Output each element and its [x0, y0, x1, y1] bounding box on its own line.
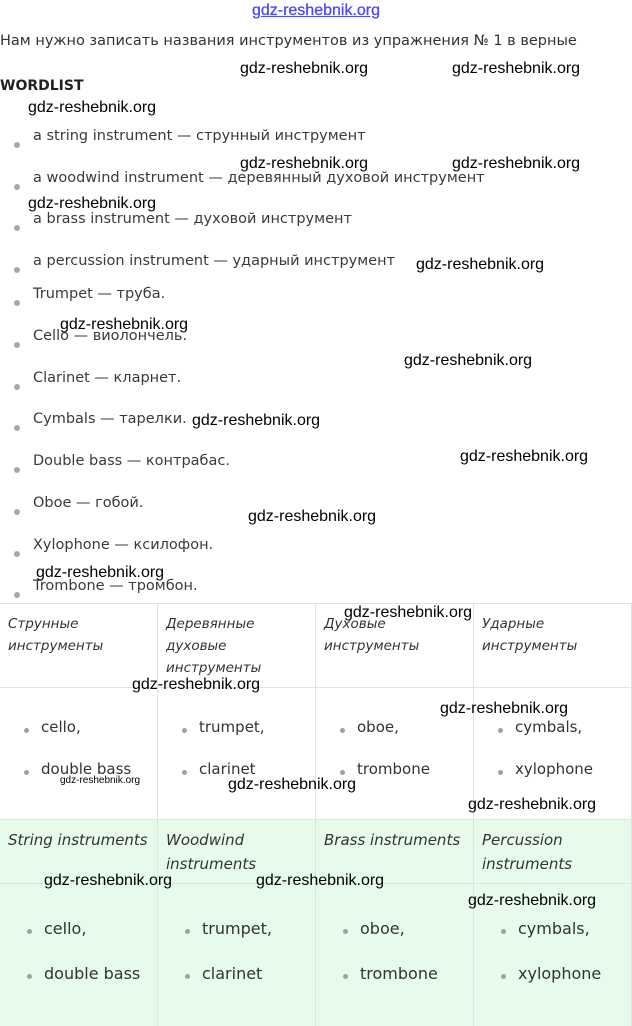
table-header-cell: Струнные инструменты	[8, 616, 104, 654]
wordlist-bullet	[14, 509, 20, 515]
table-header-cell: Brass instruments	[324, 831, 461, 849]
intro-text: Нам нужно записать названия инструментов из упражнения № 1 в верные	[0, 33, 577, 49]
watermark-text: gdz-reshebnik.org	[452, 155, 581, 172]
table-column	[0, 604, 158, 820]
table-cell-bullet	[185, 974, 190, 979]
wordlist-item: Clarinet — кларнет.	[33, 370, 182, 386]
table-cell-item: oboe,	[357, 718, 399, 736]
table-cell-item: double bass	[41, 760, 132, 778]
table-cell-bullet	[27, 929, 32, 934]
table-header-cell: Духовые инструменты	[324, 616, 420, 654]
table-cell-bullet	[340, 770, 345, 775]
watermark-text: gdz-reshebnik.org	[132, 676, 261, 693]
table-cell-item: trumpet,	[199, 718, 265, 736]
table-column	[158, 820, 316, 1026]
table-header-cell: Ударные инструменты	[482, 616, 578, 654]
table-cell-bullet	[24, 728, 29, 733]
table-cell-bullet	[343, 929, 348, 934]
wordlist-item: Xylophone — ксилофон.	[33, 537, 214, 553]
table-cell-item: cymbals,	[515, 718, 583, 736]
table-header-cell: Woodwind instruments	[166, 831, 257, 873]
table-cell-item: double bass	[44, 964, 141, 983]
table-cell-item: cello,	[44, 919, 87, 938]
watermark-text: gdz-reshebnik.org	[416, 256, 545, 273]
watermark-text: gdz-reshebnik.org	[28, 195, 157, 212]
wordlist-bullet	[14, 467, 20, 473]
table-cell-bullet	[182, 770, 187, 775]
table-cell-bullet	[340, 728, 345, 733]
table-cell-bullet	[27, 974, 32, 979]
wordlist-bullet	[14, 425, 20, 431]
wordlist-item: a percussion instrument — ударный инструмент	[33, 253, 396, 269]
wordlist-heading: WORDLIST	[0, 78, 84, 94]
wordlist-item: a brass instrument — духовой инструмент	[33, 211, 352, 227]
table-cell-item: clarinet	[199, 760, 256, 778]
table-cell-bullet	[501, 929, 506, 934]
table-column	[474, 820, 632, 1026]
wordlist-bullet	[14, 384, 20, 390]
watermark-text: gdz-reshebnik.org	[192, 412, 321, 429]
watermark-text: gdz-reshebnik.org	[36, 564, 165, 581]
wordlist-item: Trombone — тромбон.	[33, 578, 198, 594]
table-header-cell: Percussion instruments	[482, 831, 573, 873]
wordlist-bullet	[14, 342, 20, 348]
table-cell-bullet	[498, 728, 503, 733]
watermark-text: gdz-reshebnik.org	[248, 508, 377, 525]
table-cell-item: xylophone	[518, 964, 602, 983]
table-column	[316, 820, 474, 1026]
table-cell-bullet	[501, 974, 506, 979]
table-column	[0, 820, 158, 1026]
table-header-cell: Деревянные духовые инструменты	[166, 616, 262, 676]
watermark-text: gdz-reshebnik.org	[44, 872, 173, 889]
table-cell-bullet	[185, 929, 190, 934]
watermark-text: gdz-reshebnik.org	[452, 60, 581, 77]
watermark-text: gdz-reshebnik.org	[440, 700, 569, 717]
table-cell-item: cello,	[41, 718, 81, 736]
wordlist-bullet	[14, 225, 20, 231]
table-cell-bullet	[498, 770, 503, 775]
wordlist-bullet	[14, 551, 20, 557]
wordlist-bullet	[14, 300, 20, 306]
site-header-link[interactable]: gdz-reshebnik.org	[251, 2, 381, 19]
watermark-text: gdz-reshebnik.org	[256, 872, 385, 889]
watermark-text: gdz-reshebnik.org	[468, 892, 597, 909]
table-cell-bullet	[182, 728, 187, 733]
wordlist-item: a woodwind instrument — деревянный духовой инструмент	[33, 170, 485, 186]
table-header-cell: String instruments	[8, 831, 148, 849]
wordlist-bullet	[14, 184, 20, 190]
table-cell-item: oboe,	[360, 919, 405, 938]
wordlist-item: Cello — виолончель.	[33, 328, 188, 344]
table-cell-item: trombone	[357, 760, 430, 778]
table-cell-bullet	[24, 770, 29, 775]
watermark-text-small: gdz-reshebnik.org	[60, 775, 141, 786]
watermark-text: gdz-reshebnik.org	[460, 448, 589, 465]
watermark-text: gdz-reshebnik.org	[240, 155, 369, 172]
watermark-text: gdz-reshebnik.org	[404, 352, 533, 369]
wordlist-item: Oboe — гобой.	[33, 495, 144, 511]
table-cell-item: clarinet	[202, 964, 263, 983]
watermark-text: gdz-reshebnik.org	[240, 60, 369, 77]
wordlist-item: Cymbals — тарелки.	[33, 411, 187, 427]
table-cell-item: xylophone	[515, 760, 594, 778]
wordlist-bullet	[14, 592, 20, 598]
table-cell-item: trombone	[360, 964, 438, 983]
wordlist-item: a string instrument — струнный инструмент	[33, 128, 366, 144]
wordlist-bullet	[14, 142, 20, 148]
classification-table-en	[0, 819, 632, 1026]
watermark-text: gdz-reshebnik.org	[228, 776, 357, 793]
watermark-text: gdz-reshebnik.org	[28, 99, 157, 116]
table-cell-item: cymbals,	[518, 919, 590, 938]
watermark-text: gdz-reshebnik.org	[60, 316, 189, 333]
watermark-text: gdz-reshebnik.org	[344, 604, 473, 621]
wordlist-item: Double bass — контрабас.	[33, 453, 230, 469]
wordlist-item: Trumpet — труба.	[33, 286, 166, 302]
watermark-text: gdz-reshebnik.org	[468, 796, 597, 813]
wordlist-bullet	[14, 267, 20, 273]
table-cell-item: trumpet,	[202, 919, 272, 938]
table-cell-bullet	[343, 974, 348, 979]
